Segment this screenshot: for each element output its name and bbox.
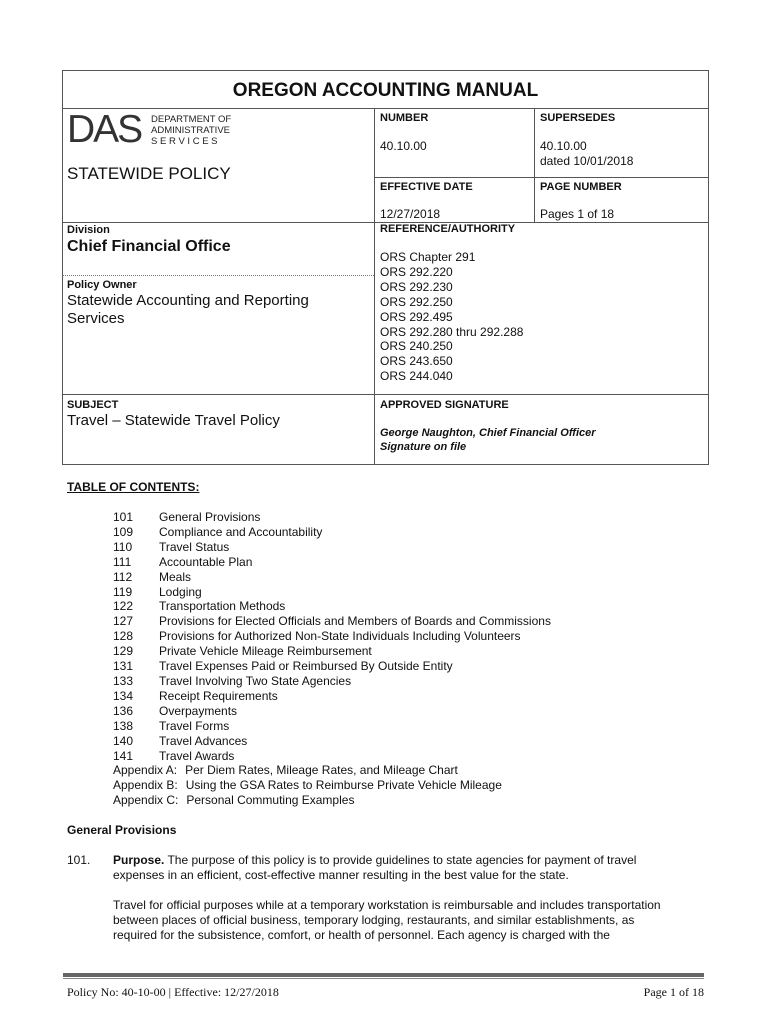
- footer-rule: [63, 973, 704, 977]
- toc-item: 141 Travel Awards: [113, 748, 235, 763]
- policy-number: 40.10.00: [380, 139, 427, 153]
- reference-item: ORS 244.040: [380, 369, 453, 384]
- toc-item: 129 Private Vehicle Mileage Reimbursement: [113, 644, 372, 659]
- column-divider-right: [534, 108, 535, 222]
- reference-item: ORS 292.280 thru 292.288: [380, 324, 524, 339]
- das-logo-letters: DAS: [67, 108, 142, 151]
- supersedes-label: SUPERSEDES: [540, 112, 616, 124]
- page-number: Pages 1 of 18: [540, 207, 615, 221]
- row-divider: [62, 394, 709, 395]
- subject: Travel – Statewide Travel Policy: [67, 412, 280, 429]
- das-logo-line3: S E R V I C E S: [151, 136, 218, 147]
- policy-owner-label: Policy Owner: [67, 279, 137, 291]
- toc-item: 134 Receipt Requirements: [113, 688, 278, 703]
- footer-page-number: Page 1 of 18: [643, 985, 704, 999]
- footer-policy-info: Policy No: 40-10-00 | Effective: 12/27/2018: [67, 985, 279, 999]
- policy-type: STATEWIDE POLICY: [67, 164, 231, 183]
- number-label: NUMBER: [380, 112, 429, 124]
- reference-item: ORS 292.495: [380, 309, 453, 324]
- dotted-divider: [62, 275, 374, 276]
- reference-item: ORS 292.220: [380, 264, 453, 279]
- toc-item: 131 Travel Expenses Paid or Reimbursed By Outside Entity: [113, 659, 453, 674]
- toc-appendix: Appendix B: Using the GSA Rates to Reimburse Private Vehicle Mileage: [113, 778, 502, 793]
- policy-owner-line1: Statewide Accounting and Reporting: [67, 292, 309, 309]
- paragraph-travel: Travel for official purposes while at a temporary workstation is reimbursable and includes transportation between places of official business, temporary lodging, restaurants, and similar establishments, as required for the subsistence, comfort, or health of personnel. Each agency is charged with the: [113, 898, 661, 942]
- division-label: Division: [67, 224, 110, 236]
- das-logo-text: [151, 114, 231, 147]
- effective-date-label: EFFECTIVE DATE: [380, 181, 473, 193]
- toc-item: 138 Travel Forms: [113, 718, 230, 733]
- toc-item: 109 Compliance and Accountability: [113, 524, 323, 539]
- paragraph-101: Purpose. The purpose of this policy is to provide guidelines to state agencies for payment of travel expenses in an efficient, cost-effective manner resulting in the best value for the state.: [113, 853, 637, 882]
- table-of-contents: [113, 510, 551, 808]
- title-divider: [62, 108, 709, 109]
- division-name: Chief Financial Office: [67, 238, 231, 255]
- effective-date: 12/27/2018: [380, 207, 441, 221]
- reference-item: ORS 243.650: [380, 354, 453, 369]
- toc-item: 136 Overpayments: [113, 703, 238, 718]
- signature-label: APPROVED SIGNATURE: [380, 399, 509, 411]
- toc-item: 127 Provisions for Elected Officials and Members of Boards and Commissions: [113, 614, 551, 629]
- toc-item: 140 Travel Advances: [113, 733, 248, 748]
- toc-item: 101 General Provisions: [113, 510, 261, 524]
- approved-signature: [380, 426, 596, 454]
- reference-list: [380, 250, 523, 384]
- toc-item: 111 Accountable Plan: [113, 554, 253, 569]
- policy-owner-line2: Services: [67, 310, 125, 327]
- das-logo-line1: DEPARTMENT OF: [151, 114, 232, 125]
- toc-appendix: Appendix C: Personal Commuting Examples: [113, 793, 355, 808]
- toc-item: 119 Lodging: [113, 584, 202, 599]
- reference-item: ORS Chapter 291: [380, 250, 476, 264]
- row-divider: [374, 177, 709, 178]
- signer: George Naughton, Chief Financial Officer: [380, 427, 596, 439]
- reference-item: ORS 292.250: [380, 294, 453, 309]
- reference-item: ORS 240.250: [380, 339, 453, 354]
- signature-note: Signature on file: [380, 441, 467, 453]
- das-logo-line2: ADMINISTRATIVE: [151, 125, 230, 136]
- supersedes-date: dated 10/01/2018: [540, 154, 634, 168]
- reference-item: ORS 292.230: [380, 279, 453, 294]
- manual-title: OREGON ACCOUNTING MANUAL: [232, 80, 539, 101]
- toc-item: 133 Travel Involving Two State Agencies: [113, 673, 352, 688]
- toc-item: 110 Travel Status: [113, 539, 230, 554]
- supersedes-number: 40.10.00: [540, 139, 587, 153]
- footer-rule-thin: [63, 978, 704, 979]
- subject-label: SUBJECT: [67, 399, 119, 411]
- toc-appendix: Appendix A: Per Diem Rates, Mileage Rates, and Mileage Chart: [113, 763, 458, 778]
- reference-label: REFERENCE/AUTHORITY: [380, 223, 516, 235]
- das-logo: [67, 108, 232, 151]
- paragraph-lead: Purpose.: [113, 853, 165, 867]
- toc-heading: TABLE OF CONTENTS:: [67, 480, 200, 494]
- column-divider: [374, 108, 375, 465]
- toc-item: 128 Provisions for Authorized Non-State Individuals Including Volunteers: [113, 629, 521, 644]
- paragraph-number: 101.: [67, 853, 91, 867]
- toc-item: 122 Transportation Methods: [113, 599, 286, 614]
- section-heading: General Provisions: [67, 823, 177, 837]
- toc-item: 112 Meals: [113, 569, 192, 584]
- page-number-label: PAGE NUMBER: [540, 181, 622, 193]
